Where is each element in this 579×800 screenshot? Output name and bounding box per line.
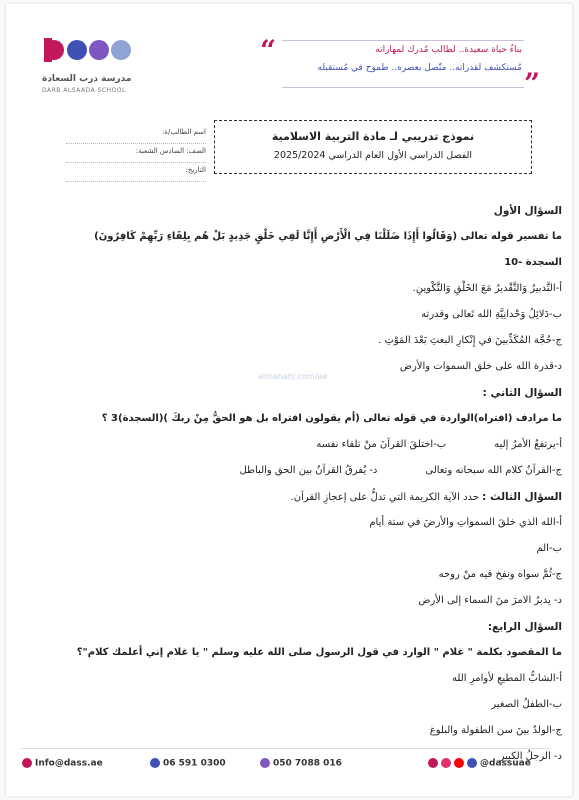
mobile-icon	[260, 758, 270, 768]
q3-option-c[interactable]: ج-ثُمَّ سواه ونفخ فيه منْ روحه	[438, 569, 562, 580]
worksheet-page	[6, 4, 572, 796]
email-text: Info@dass.ae	[35, 758, 103, 769]
social-contact[interactable]	[428, 758, 531, 769]
school-name-en: DARB ALSAADA SCHOOL	[42, 87, 126, 94]
q2-option-b[interactable]: ب-اختلقَ القرآنَ منْ تلقاء نفسه	[316, 439, 447, 450]
q3-heading: السؤال الثالث :	[482, 491, 562, 503]
questions-content	[20, 198, 562, 770]
phone1-text: 06 591 0300	[163, 758, 226, 769]
q4-option-a[interactable]: أ-الشابُّ المطيعِ لأوامرِ الله	[452, 673, 562, 684]
motto-line-2: مُستكشف لقدراته.. متّصل بعصره.. طموح في مُستقبله	[317, 63, 522, 73]
instagram-icon	[441, 758, 451, 768]
q2-heading: السؤال الثاني :	[482, 387, 562, 399]
email-contact[interactable]	[22, 758, 103, 769]
social-handle: @dassuae	[480, 758, 531, 769]
quote-open-icon: “	[260, 34, 277, 67]
student-info	[66, 128, 206, 185]
q2-options-row-2	[20, 458, 562, 484]
q2-option-a[interactable]: أ-يرتفعُ الأمرُ إليه	[494, 439, 562, 450]
q4-text: ما المقصود بكلمة " غلام " الوارد في قول الرسول صلى الله عليه وسلم " يا غلام إني أعلمك كلام"؟	[76, 647, 562, 658]
youtube-icon	[454, 758, 464, 768]
watermark: almanahj.com/ae	[258, 372, 328, 381]
q3-option-a[interactable]: أ-الله الذي خلقَ السمواتِ والأرضَ في ستة أيام	[369, 517, 562, 528]
q4-option-d[interactable]: د- الرجلُ الكبير	[499, 751, 562, 762]
title-box	[214, 120, 532, 174]
q1-text: ما تفسير قوله تعالى (وَقَالُوا أَإِذَا ضَلَلْنَا فِي الْأَرْضِ أَإِنَّا لَفِي خَلْقٍ جَدِيدٍ بَلْ هُم بِلِقَاءِ رَبِّهِمْ كَافِرُونَ)	[94, 231, 562, 242]
q2-option-d[interactable]: د- يُفرقُ القرآنُ بين الحق والباطل	[239, 465, 378, 476]
worksheet-title: نموذج تدريبي لـ مادة التربية الاسلامية	[271, 130, 475, 143]
school-name-ar: مدرسة درب السعادة	[42, 74, 132, 84]
q1-heading: السؤال الأول	[493, 205, 562, 217]
q1-ref: السجدة -10	[504, 257, 562, 268]
student-name-field[interactable]: اسم الطالب/ة:	[66, 128, 206, 144]
q2-option-c[interactable]: ج-القرآنُ كلام الله سبحانه وتعالى	[425, 465, 562, 476]
date-field[interactable]: التاريخ:	[66, 166, 206, 182]
q3-option-d[interactable]: د- يدبرُ الامرَ منَ السماء إلى الأرض	[418, 595, 562, 606]
quote-close-icon: ”	[524, 67, 541, 100]
phone-contact-1[interactable]	[150, 758, 226, 769]
q1-option-c[interactable]: ج-حُجَّة المُكَذِّبينَ في إِنْكارِ البعثِ بَعْدَ المَوْتِ .	[378, 335, 562, 346]
phone-contact-2[interactable]	[260, 758, 342, 769]
facebook-icon	[428, 758, 438, 768]
q2-text: ما مرادف (افتراه)الواردة في قوله تعالى (أم يقولون افتراه بل هو الحقُّ مِنْ ربكَ )(السجدة)3 ؟	[101, 413, 562, 424]
q3-text: حدد الآية الكريمة التي تدلُّ على إعجازِ القرآن.	[290, 492, 479, 503]
q3-row	[20, 484, 562, 510]
q1-option-a[interactable]: أ-التَّدبيرُ وَالتَّقْديرُ مَعَ الخَلْقِ وَالتَّكْوينِ.	[412, 283, 562, 294]
worksheet-subtitle: الفصل الدراسي الأول العام الدراسي 2025/2024	[273, 150, 473, 161]
mail-icon	[22, 758, 32, 768]
q4-option-c[interactable]: ج-الولدُ بينَ سن الطفولة والبلوغ	[429, 725, 562, 736]
footer	[20, 748, 550, 773]
q2-options-row-1	[20, 432, 562, 458]
motto-line-1: بناءُ حياة سعيدة.. لطالب مُدرك لمهاراته	[375, 45, 522, 55]
q1-option-b[interactable]: ب-دَلائِلُ وَحْدانِيَّةِ الله تَعالى وقدرته	[421, 309, 562, 320]
phone2-text: 050 7088 016	[273, 758, 342, 769]
at-icon	[467, 758, 477, 768]
q4-heading: السؤال الرابع:	[487, 621, 562, 633]
q4-option-b[interactable]: ب-الطفلُ الصغير	[491, 699, 562, 710]
phone-icon	[150, 758, 160, 768]
grade-field[interactable]: الصف: السادس الشعبة:	[66, 147, 206, 163]
q1-option-d[interactable]: د-قدرة الله على خلق السموات والأرض	[399, 361, 562, 372]
school-motto	[282, 40, 524, 88]
q3-option-b[interactable]: ب-الم	[536, 543, 562, 554]
